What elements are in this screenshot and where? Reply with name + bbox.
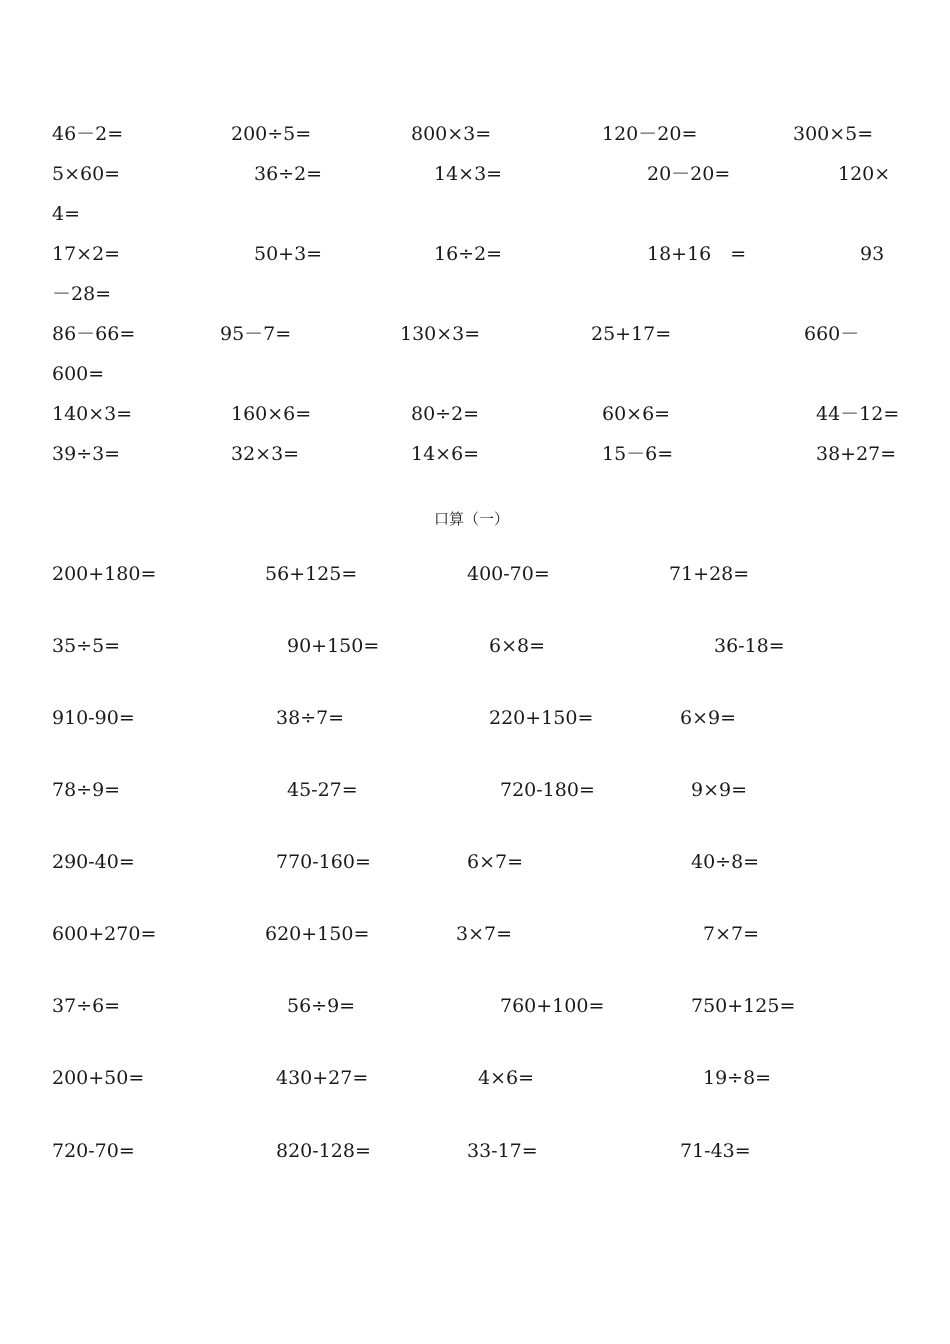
math-problem: 44－12= bbox=[816, 403, 900, 425]
math-problem: 14×3= bbox=[434, 163, 503, 185]
math-problem: 45-27= bbox=[287, 779, 358, 801]
math-problem: 120－20= bbox=[602, 123, 698, 145]
math-problem: 19÷8= bbox=[703, 1067, 772, 1089]
math-problem: 200÷5= bbox=[231, 123, 312, 145]
math-problem: 95－7= bbox=[220, 323, 292, 345]
math-problem: 600= bbox=[52, 363, 105, 385]
math-problem: 3×7= bbox=[456, 923, 513, 945]
math-problem: 220+150= bbox=[489, 707, 594, 729]
math-problem: 4= bbox=[52, 203, 81, 225]
math-problem: 20－20= bbox=[647, 163, 731, 185]
math-problem: 93 bbox=[860, 243, 885, 265]
math-problem: 400-70= bbox=[467, 563, 550, 585]
math-problem: 200+180= bbox=[52, 563, 157, 585]
math-problem: 38+27= bbox=[816, 443, 897, 465]
math-problem: 18+16 = bbox=[647, 243, 747, 265]
math-problem: 200+50= bbox=[52, 1067, 145, 1089]
math-problem: 660－ bbox=[804, 323, 860, 345]
math-problem: 4×6= bbox=[478, 1067, 535, 1089]
math-problem: 35÷5= bbox=[52, 635, 121, 657]
math-problem: 40÷8= bbox=[691, 851, 760, 873]
math-problem: 78÷9= bbox=[52, 779, 121, 801]
math-problem: 36-18= bbox=[714, 635, 785, 657]
math-problem: 36÷2= bbox=[254, 163, 323, 185]
math-problem: 5×60= bbox=[52, 163, 121, 185]
math-problem: 140×3= bbox=[52, 403, 133, 425]
math-problem: 60×6= bbox=[602, 403, 671, 425]
math-problem: 25+17= bbox=[591, 323, 672, 345]
math-problem: 120× bbox=[838, 163, 891, 185]
math-problem: 770-160= bbox=[276, 851, 371, 873]
math-problem: 86－66= bbox=[52, 323, 136, 345]
math-problem: 800×3= bbox=[411, 123, 492, 145]
math-problem: 160×6= bbox=[231, 403, 312, 425]
math-problem: 750+125= bbox=[691, 995, 796, 1017]
math-problem: 50+3= bbox=[254, 243, 323, 265]
math-problem: 9×9= bbox=[691, 779, 748, 801]
math-problem: 430+27= bbox=[276, 1067, 369, 1089]
math-problem: 720-70= bbox=[52, 1140, 135, 1162]
math-problem: 720-180= bbox=[500, 779, 595, 801]
math-problem: 46－2= bbox=[52, 123, 124, 145]
math-problem: 14×6= bbox=[411, 443, 480, 465]
math-problem: 17×2= bbox=[52, 243, 121, 265]
math-problem: 56+125= bbox=[265, 563, 358, 585]
math-problem: 290-40= bbox=[52, 851, 135, 873]
math-problem: 620+150= bbox=[265, 923, 370, 945]
math-problem: 6×7= bbox=[467, 851, 524, 873]
math-problem: 15－6= bbox=[602, 443, 674, 465]
math-problem: 7×7= bbox=[703, 923, 760, 945]
math-problem: 6×9= bbox=[680, 707, 737, 729]
math-problem: 37÷6= bbox=[52, 995, 121, 1017]
math-problem: 71-43= bbox=[680, 1140, 751, 1162]
math-problem: 6×8= bbox=[489, 635, 546, 657]
math-problem: 90+150= bbox=[287, 635, 380, 657]
math-problem: 80÷2= bbox=[411, 403, 480, 425]
math-problem: 820-128= bbox=[276, 1140, 371, 1162]
math-problem: 32×3= bbox=[231, 443, 300, 465]
math-problem: 38÷7= bbox=[276, 707, 345, 729]
section-title: 口算（一） bbox=[434, 510, 510, 528]
math-problem: 56÷9= bbox=[287, 995, 356, 1017]
math-problem: －28= bbox=[52, 283, 112, 305]
math-problem: 600+270= bbox=[52, 923, 157, 945]
math-problem: 910-90= bbox=[52, 707, 135, 729]
math-problem: 71+28= bbox=[669, 563, 750, 585]
math-problem: 130×3= bbox=[400, 323, 481, 345]
math-problem: 16÷2= bbox=[434, 243, 503, 265]
math-problem: 33-17= bbox=[467, 1140, 538, 1162]
math-problem: 39÷3= bbox=[52, 443, 121, 465]
math-problem: 300×5= bbox=[793, 123, 874, 145]
math-problem: 760+100= bbox=[500, 995, 605, 1017]
